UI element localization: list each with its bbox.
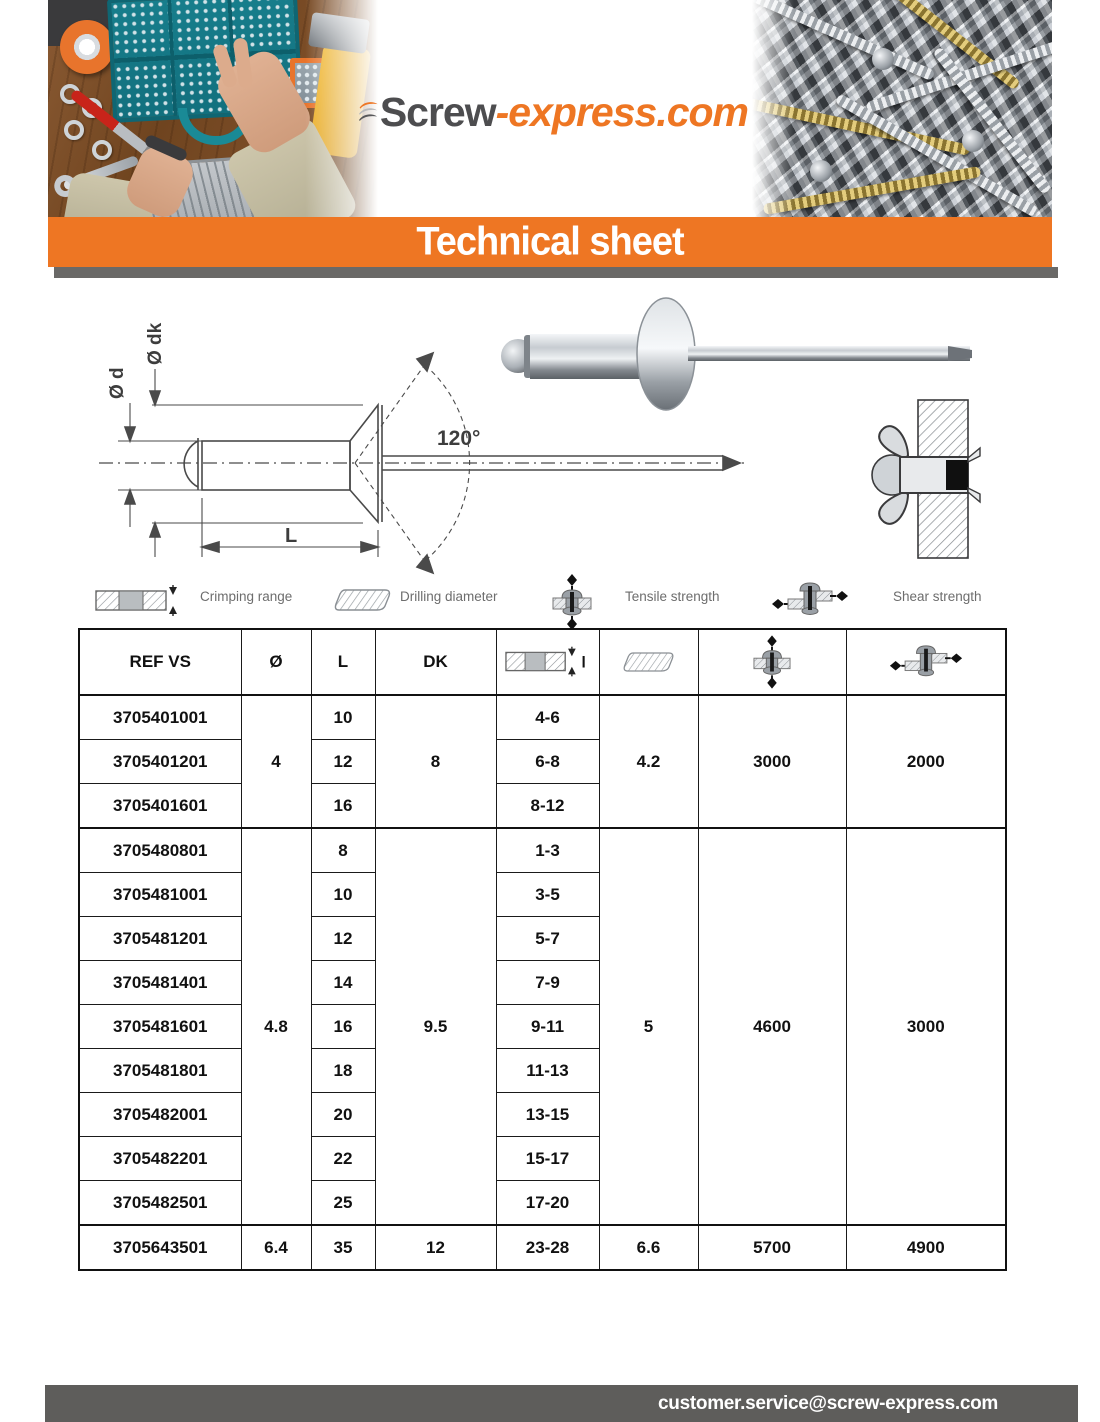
dim-label-d: Ø d bbox=[107, 367, 128, 399]
length-cell: 10 bbox=[311, 695, 375, 740]
length-cell: 12 bbox=[311, 740, 375, 784]
ref-cell: 3705481801 bbox=[79, 1049, 241, 1093]
shear-cell: 3000 bbox=[846, 828, 1006, 1225]
crimp-cell: 15-17 bbox=[496, 1137, 599, 1181]
screw-pile-photo bbox=[752, 0, 1052, 218]
dim-label-angle: 120° bbox=[437, 427, 481, 450]
col-header-dk: DK bbox=[375, 629, 496, 695]
col-header-crimping bbox=[496, 629, 599, 695]
crimp-cell: 9-11 bbox=[496, 1005, 599, 1049]
dk-cell: 9.5 bbox=[375, 828, 496, 1225]
crimp-cell: 3-5 bbox=[496, 873, 599, 917]
diameter-cell: 4 bbox=[241, 695, 311, 828]
col-header-diameter: Ø bbox=[241, 629, 311, 695]
length-cell: 16 bbox=[311, 1005, 375, 1049]
drilling-diameter-icon bbox=[333, 588, 393, 612]
length-cell: 8 bbox=[311, 828, 375, 873]
title-banner bbox=[48, 217, 1052, 267]
legend-crimping-range: Crimping range bbox=[200, 589, 293, 604]
table-row bbox=[79, 1225, 1006, 1270]
logo bbox=[358, 64, 748, 160]
logo-text bbox=[380, 89, 748, 136]
banner-underline bbox=[54, 267, 1058, 278]
drill-cell: 6.6 bbox=[599, 1225, 698, 1270]
washer bbox=[92, 140, 112, 160]
table-row bbox=[79, 695, 1006, 740]
legend-tensile-strength: Tensile strength bbox=[625, 589, 720, 604]
shear-strength-icon bbox=[889, 643, 963, 681]
crimping-range-icon bbox=[505, 646, 591, 678]
col-header-ref: REF VS bbox=[79, 629, 241, 695]
ref-cell: 3705401201 bbox=[79, 740, 241, 784]
length-cell: 14 bbox=[311, 961, 375, 1005]
dim-label-dk: Ø dk bbox=[145, 322, 166, 365]
ref-cell: 3705482201 bbox=[79, 1137, 241, 1181]
installed-rivet-cross-section bbox=[860, 396, 1005, 568]
dim-label-length: L bbox=[285, 525, 298, 547]
crimp-cell: 23-28 bbox=[496, 1225, 599, 1270]
diameter-cell: 4.8 bbox=[241, 828, 311, 1225]
ref-cell: 3705481601 bbox=[79, 1005, 241, 1049]
drill-chuck bbox=[308, 12, 370, 54]
table-row bbox=[79, 828, 1006, 873]
screw bbox=[763, 166, 982, 215]
ref-cell: 3705481401 bbox=[79, 961, 241, 1005]
length-cell: 18 bbox=[311, 1049, 375, 1093]
screw-head bbox=[962, 130, 984, 152]
ref-cell: 3705482001 bbox=[79, 1093, 241, 1137]
table-header-row bbox=[79, 629, 1006, 695]
crimp-cell: 17-20 bbox=[496, 1181, 599, 1226]
shear-strength-icon bbox=[772, 580, 848, 620]
crimp-cell: 1-3 bbox=[496, 828, 599, 873]
dk-cell: 8 bbox=[375, 695, 496, 828]
length-cell: 12 bbox=[311, 917, 375, 961]
screw bbox=[752, 95, 971, 156]
screw-head bbox=[810, 160, 832, 182]
length-cell: 10 bbox=[311, 873, 375, 917]
ref-cell: 3705482501 bbox=[79, 1181, 241, 1226]
col-header-drilling bbox=[599, 629, 698, 695]
diameter-cell: 6.4 bbox=[241, 1225, 311, 1270]
drill-cell: 5 bbox=[599, 828, 698, 1225]
legend-shear-strength: Shear strength bbox=[893, 589, 982, 604]
shear-cell: 2000 bbox=[846, 695, 1006, 828]
tensile-cell: 3000 bbox=[698, 695, 846, 828]
logo-swoosh-icon bbox=[358, 70, 380, 154]
tensile-cell: 5700 bbox=[698, 1225, 846, 1270]
length-cell: 20 bbox=[311, 1093, 375, 1137]
washer bbox=[64, 120, 84, 140]
length-cell: 35 bbox=[311, 1225, 375, 1270]
dk-cell: 12 bbox=[375, 1225, 496, 1270]
crimp-cell: 6-8 bbox=[496, 740, 599, 784]
spec-table bbox=[78, 628, 1007, 1271]
length-cell: 22 bbox=[311, 1137, 375, 1181]
screw bbox=[835, 93, 1040, 218]
grip-mark: l bbox=[580, 654, 586, 672]
footer-email: customer.service@screw-express.com bbox=[658, 1392, 998, 1414]
crimp-cell: 8-12 bbox=[496, 784, 599, 829]
ref-cell: 3705481001 bbox=[79, 873, 241, 917]
legend-drilling-diameter: Drilling diameter bbox=[400, 589, 498, 604]
logo-brand-orange: -express.com bbox=[495, 88, 748, 135]
ref-cell: 3705401601 bbox=[79, 784, 241, 829]
length-cell: 25 bbox=[311, 1181, 375, 1226]
col-header-length: L bbox=[311, 629, 375, 695]
crimp-cell: 13-15 bbox=[496, 1093, 599, 1137]
drilling-diameter-icon bbox=[622, 651, 676, 673]
screw-head bbox=[872, 48, 894, 70]
ref-cell: 3705481201 bbox=[79, 917, 241, 961]
screw bbox=[752, 0, 936, 81]
col-header-shear bbox=[846, 629, 1006, 695]
tensile-cell: 4600 bbox=[698, 828, 846, 1225]
ref-cell: 3705480801 bbox=[79, 828, 241, 873]
drill-cell: 4.2 bbox=[599, 695, 698, 828]
length-cell: 16 bbox=[311, 784, 375, 829]
crimp-cell: 5-7 bbox=[496, 917, 599, 961]
tensile-strength-icon bbox=[753, 635, 791, 689]
footer-bar bbox=[45, 1385, 1078, 1422]
page-title: Technical sheet bbox=[416, 219, 684, 264]
shear-cell: 4900 bbox=[846, 1225, 1006, 1270]
col-header-tensile bbox=[698, 629, 846, 695]
crimp-cell: 4-6 bbox=[496, 695, 599, 740]
crimp-cell: 7-9 bbox=[496, 961, 599, 1005]
tape-measure bbox=[60, 20, 114, 74]
logo-brand-dark: Screw bbox=[379, 88, 496, 135]
ref-cell: 3705401001 bbox=[79, 695, 241, 740]
ref-cell: 3705643501 bbox=[79, 1225, 241, 1270]
tensile-strength-icon bbox=[552, 574, 592, 630]
crimp-cell: 11-13 bbox=[496, 1049, 599, 1093]
crimping-range-icon bbox=[95, 585, 185, 617]
workbench-photo bbox=[48, 0, 378, 218]
